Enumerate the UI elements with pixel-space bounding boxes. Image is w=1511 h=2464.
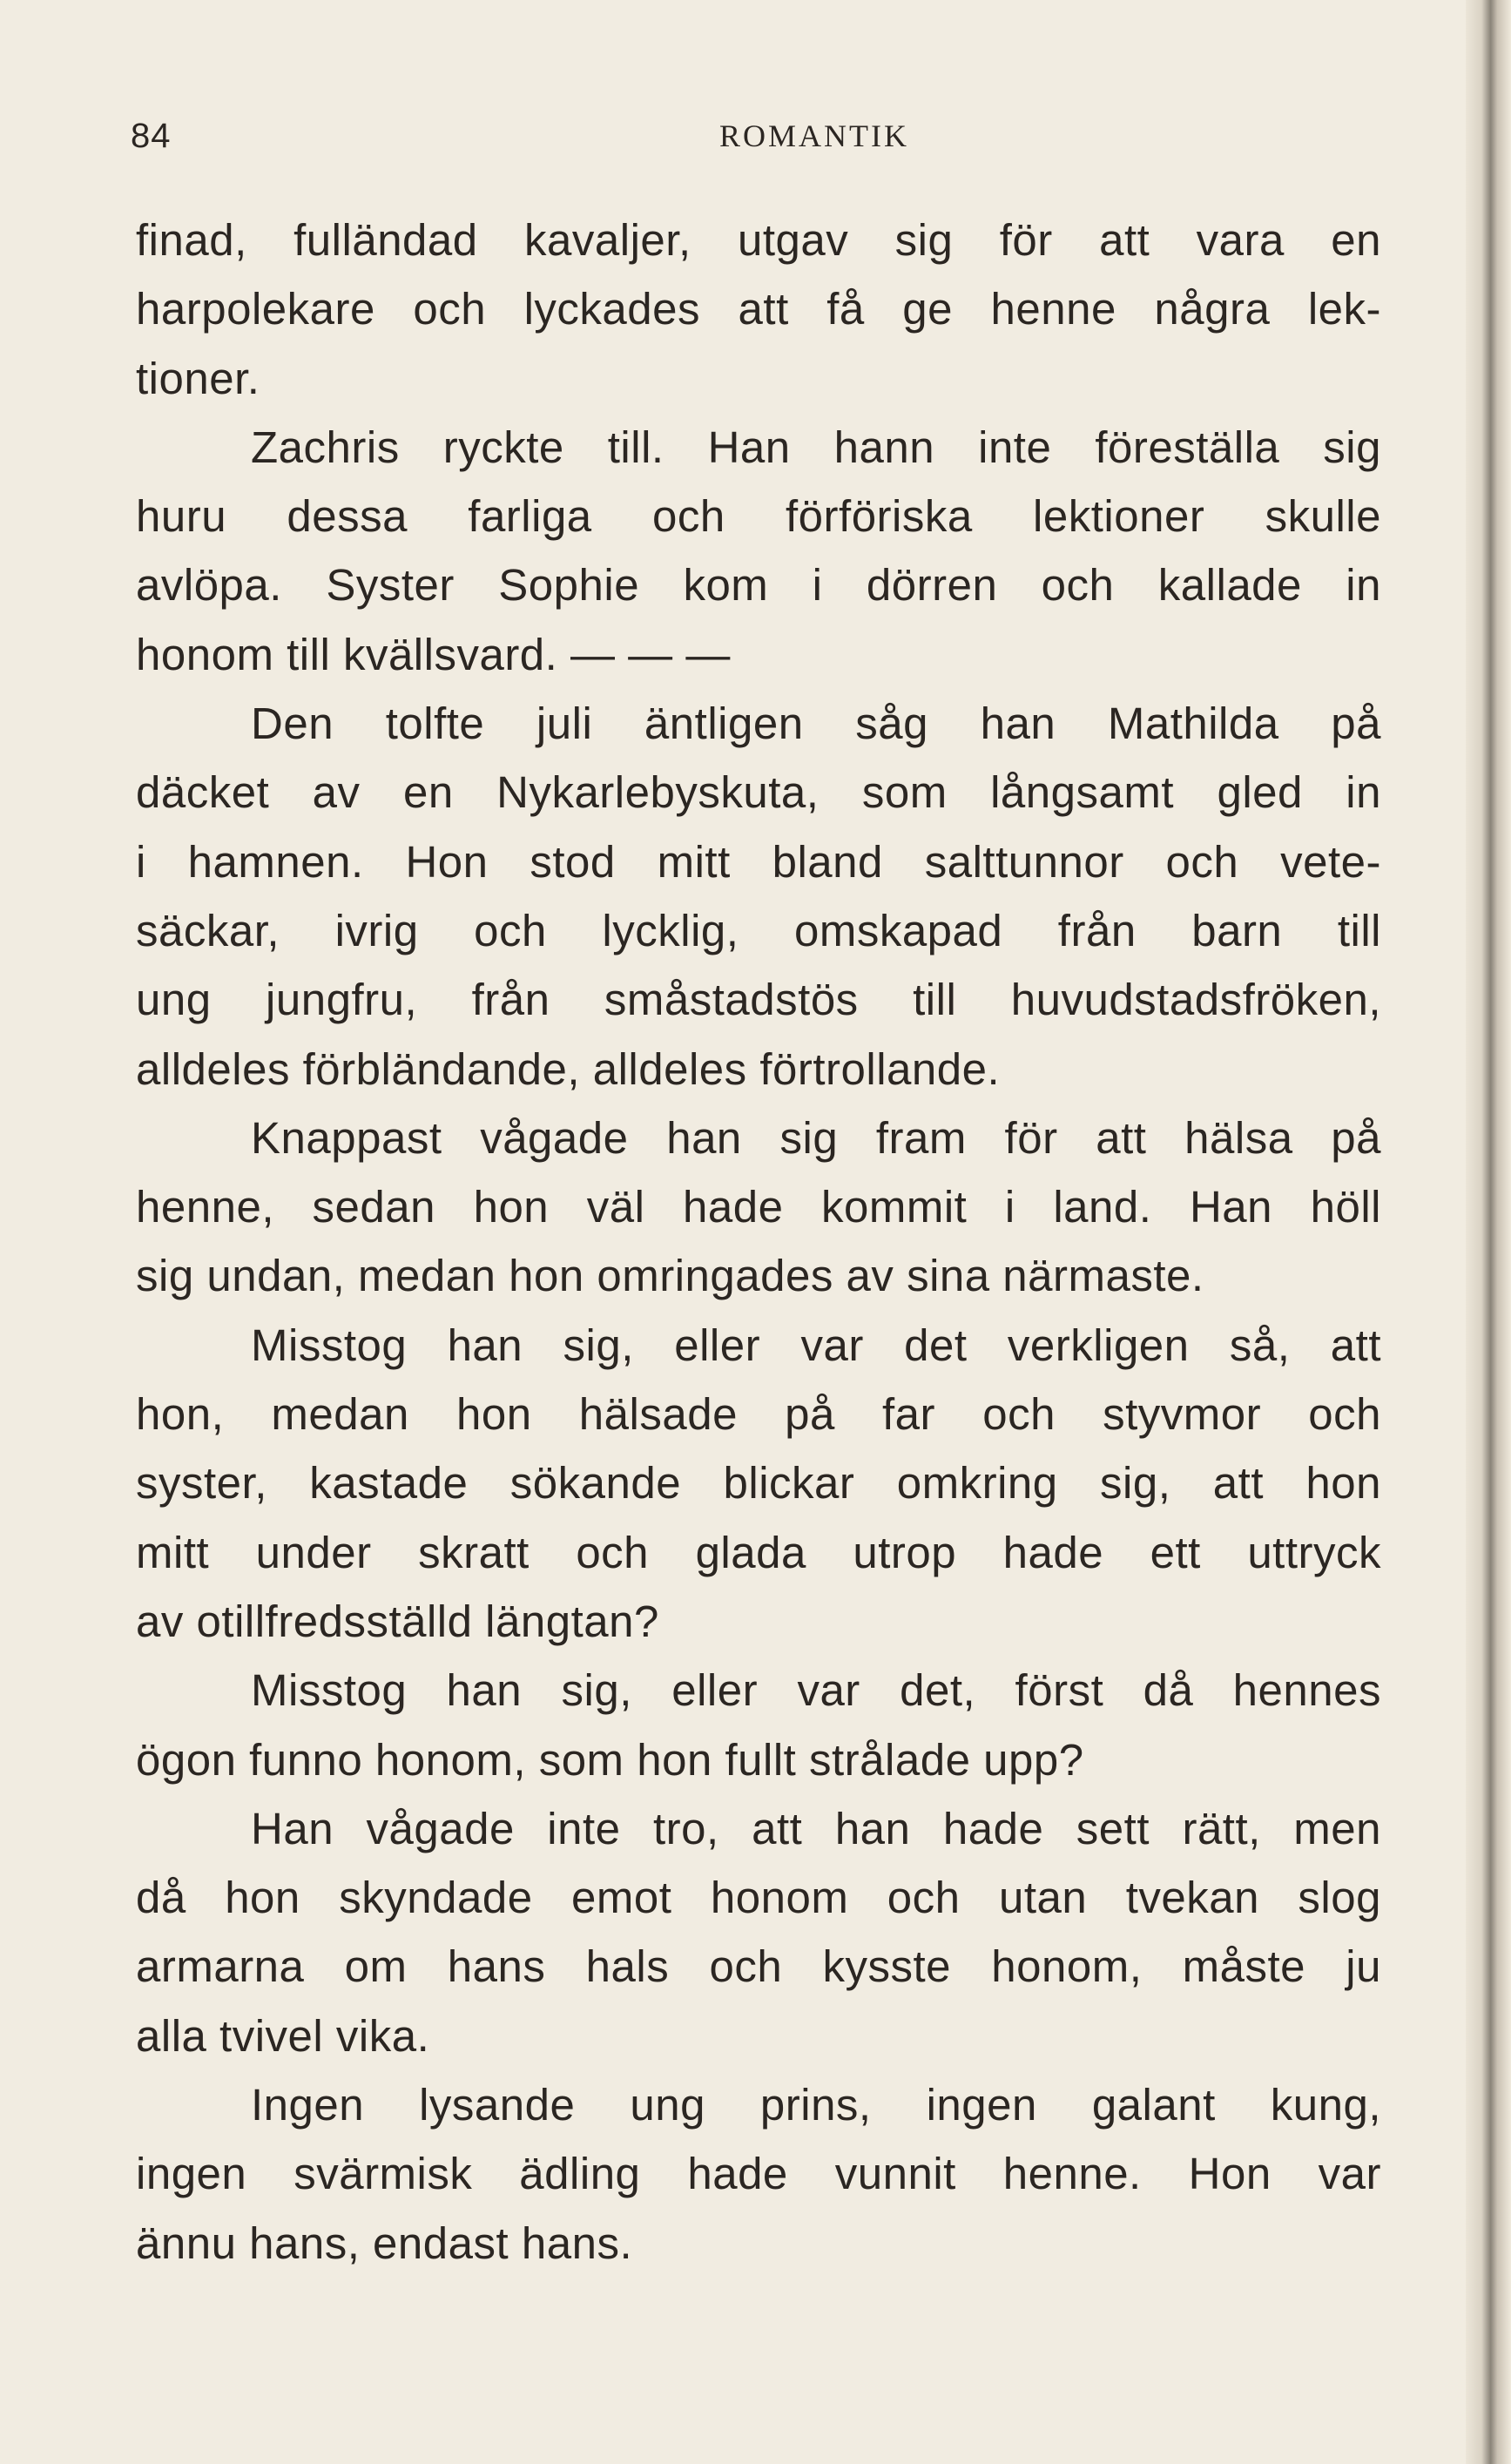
text-line: säckar, ivrig och lycklig, omskapad från barn till (136, 905, 1381, 955)
text-line: ingen svärmisk ädling hade vunnit henne. Hon var (136, 2149, 1381, 2199)
page-number: 84 (131, 117, 172, 155)
text-line: alldeles förbländande, alldeles förtrollande. (136, 1043, 1001, 1094)
text-line: Misstog han sig, eller var det, först då hennes (251, 1665, 1381, 1716)
text-line: Den tolfte juli äntligen såg han Mathilda på (251, 699, 1381, 749)
text-line: ögon funno honom, som hon fullt strålade upp? (136, 1734, 1084, 1785)
text-line: då hon skyndade emot honom och utan tvekan slog (136, 1873, 1381, 1923)
text-line: finad, fulländad kavaljer, utgav sig för att vara en (136, 215, 1381, 265)
text-line: Zachris ryckte till. Han hann inte föreställa sig (251, 422, 1381, 472)
text-line: ännu hans, endast hans. (136, 2218, 633, 2268)
page-header (131, 111, 1385, 160)
text-line: mitt under skratt och glada utrop hade ett uttryck (136, 1527, 1381, 1577)
text-line: sig undan, medan hon omringades av sina närmaste. (136, 1251, 1204, 1301)
text-line: i hamnen. Hon stod mitt bland salttunnor och vete- (136, 836, 1381, 887)
text-line: alla tvivel vika. (136, 2010, 430, 2061)
text-line: Ingen lysande ung prins, ingen galant kung, (251, 2080, 1381, 2130)
text-line: honom till kvällsvard. — — — (136, 629, 731, 679)
text-line: syster, kastade sökande blickar omkring sig, att hon (136, 1458, 1381, 1509)
text-line: Knappast vågade han sig fram för att hälsa på (251, 1112, 1381, 1163)
text-line: hon, medan hon hälsade på far och styvmor och (136, 1389, 1381, 1440)
text-line: Han vågade inte tro, att han hade sett rätt, men (251, 1803, 1381, 1853)
text-line: avlöpa. Syster Sophie kom i dörren och kallade in (136, 560, 1381, 611)
text-line: henne, sedan hon väl hade kommit i land. Han höll (136, 1182, 1381, 1232)
running-head: ROMANTIK (719, 118, 909, 153)
page-edge (1466, 0, 1511, 2464)
text-line: harpolekare och lyckades att få ge henne några lek- (136, 284, 1381, 334)
text-line: av otillfredsställd längtan? (136, 1596, 659, 1646)
text-line: Misstog han sig, eller var det verkligen så, att (251, 1320, 1381, 1370)
text-line: ung jungfru, från småstadstös till huvudstadsfröken, (136, 975, 1381, 1025)
text-line: huru dessa farliga och förföriska lektioner skulle (136, 491, 1381, 542)
text-line: tioner. (136, 353, 260, 403)
text-line: däcket av en Nykarlebyskuta, som långsamt gled in (136, 767, 1381, 818)
body-text (136, 206, 1381, 2278)
text-line: armarna om hans hals och kysste honom, måste ju (136, 1941, 1381, 1992)
